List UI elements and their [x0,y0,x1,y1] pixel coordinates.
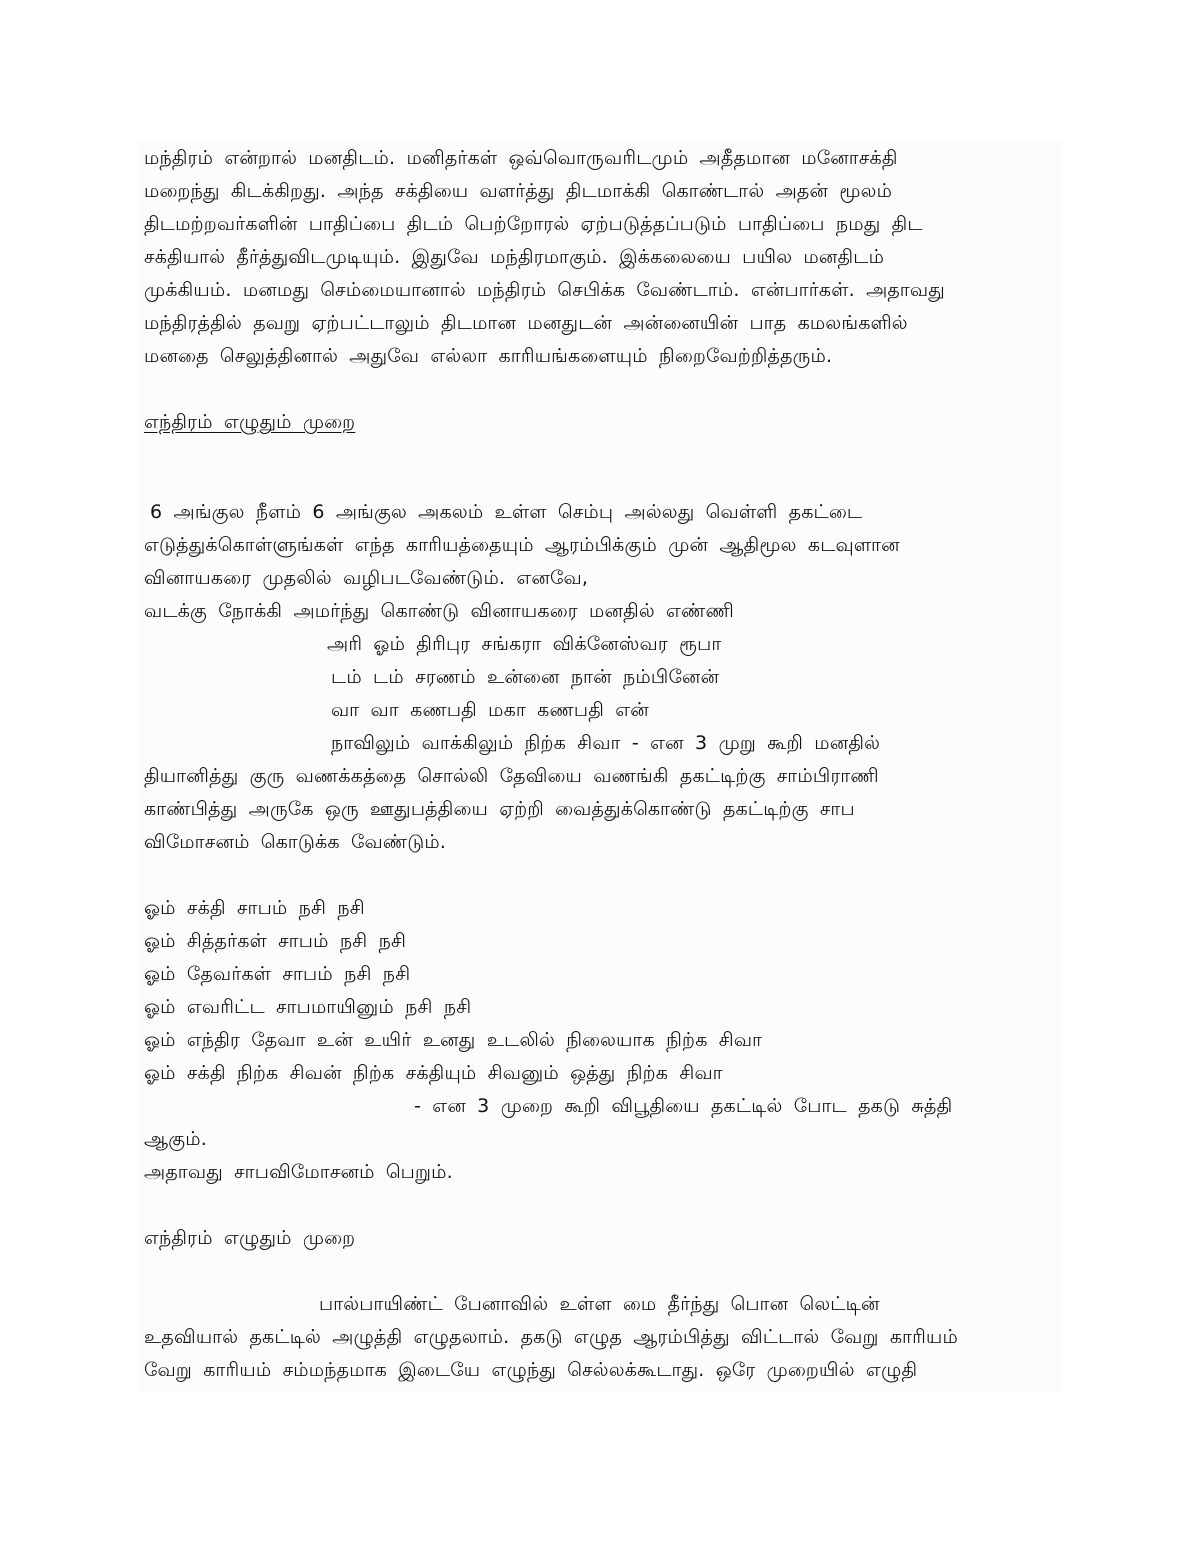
text-line: எடுத்துக்கொள்ளுங்கள் எந்த காரியத்தையும் ஆரம்பிக்கும் முன் ஆதிமூல கடவுளான [144,534,900,556]
invocation-line: நாவிலும் வாக்கிலும் நிற்க சிவா - என 3 முறு கூறி மனதில் [331,732,881,754]
text-line: காண்பித்து அருகே ஒரு ஊதுபத்தியை ஏற்றி வைத்துக்கொண்டு தகட்டிற்கு சாப [144,798,855,820]
text-line: வேறு காரியம் சம்மந்தமாக இடையே எழுந்து செல்லக்கூடாது. ஒரே முறையில் எழுதி [144,1359,918,1381]
chant-line: ஓம் சக்தி சாபம் நசி நசி [144,897,365,919]
section-heading: எந்திரம் எழுதும் முறை [144,1227,356,1249]
text-line: பால்பாயிண்ட் பேனாவில் உள்ள மை தீர்ந்து பொன லெட்டின் [319,1293,880,1315]
text-line: உதவியால் தகட்டில் அழுத்தி எழுதலாம். தகடு எழுத ஆரம்பித்து விட்டால் வேறு காரியம் [144,1326,958,1348]
text-line: - என 3 முறை கூறி விபூதியை தகட்டில் போட தகடு சுத்தி [414,1095,953,1117]
text-line: மந்திரத்தில் தவறு ஏற்பட்டாலும் திடமான மனதுடன் அன்னையின் பாத கமலங்களில் [144,312,908,334]
text-line: 6 அங்குல நீளம் 6 அங்குல அகலம் உள்ள செம்பு அல்லது வெள்ளி தகட்டை [150,501,863,523]
text-line: மனதை செலுத்தினால் அதுவே எல்லா காரியங்களையும் நிறைவேற்றித்தரும். [144,345,833,367]
plate-paragraph [144,496,1056,595]
chant-line: ஓம் சக்தி நிற்க சிவன் நிற்க சக்தியும் சிவனும் ஒத்து நிற்க சிவா [144,1062,723,1084]
pen-paragraph [144,1288,1056,1387]
invocation-line: வா வா கணபதி மகா கணபதி என் [331,699,649,721]
text-line: மறைந்து கிடக்கிறது. அந்த சக்தியை வளர்த்து திடமாக்கி கொண்டால் அதன் மூலம் [144,180,893,202]
text-line: மந்திரம் என்றால் மனதிடம். மனிதர்கள் ஒவ்வொருவரிடமும் அதீதமான மனோசக்தி [144,147,898,169]
text-line: முக்கியம். மனமது செம்மையானால் மந்திரம் செபிக்க வேண்டாம். என்பார்கள். அதாவது [144,279,945,301]
text-line: ஆகும். [144,1128,207,1150]
invocation-line: டம் டம் சரணம் உன்னை நான் நம்பினேன் [331,666,720,688]
invocation-line: அரி ஓம் திரிபுர சங்கரா விக்னேஸ்வர ரூபா [327,633,722,655]
chant-ending [144,1090,1056,1189]
paragraph-gap [144,859,1056,892]
text-line: தியானித்து குரு வணக்கத்தை சொல்லி தேவியை வணங்கி தகட்டிற்கு சாம்பிராணி [144,765,879,787]
paragraph-gap [144,439,1056,472]
section-heading: எந்திரம் எழுதும் முறை [144,411,356,433]
chant-line: ஓம் எந்திர தேவா உன் உயிர் உனது உடலில் நிலையாக நிற்க சிவா [144,1029,763,1051]
text-line: திடமற்றவர்களின் பாதிப்பை திடம் பெற்றோரல் ஏற்படுத்தப்படும் பாதிப்பை நமது திட [144,213,923,235]
chant-line: ஓம் எவரிட்ட சாபமாயினும் நசி நசி [144,996,472,1018]
paragraph-gap [144,1255,1056,1288]
text-line: விமோசனம் கொடுக்க வேண்டும். [144,831,447,853]
paragraph-gap [144,373,1056,406]
text-line: அதாவது சாபவிமோசனம் பெறும். [144,1161,453,1183]
document-body [144,142,1056,1387]
meditation-paragraph [144,760,1056,859]
intro-paragraph [144,142,1056,373]
invocation-block [144,628,1056,760]
paragraph-gap [144,472,1056,496]
chant-line: ஓம் சித்தர்கள் சாபம் நசி நசி [144,930,407,952]
chant-line: ஓம் தேவர்கள் சாபம் நசி நசி [144,963,411,985]
text-line: வினாயகரை முதலில் வழிபடவேண்டும். எனவே, [144,567,589,589]
facing-instruction: வடக்கு நோக்கி அமர்ந்து கொண்டு வினாயகரை மனதில் எண்ணி [144,600,734,622]
text-line: சக்தியால் தீர்த்துவிடமுடியும். இதுவே மந்திரமாகும். இக்கலையை பயில மனதிடம் [144,246,885,268]
release-chants [144,892,1056,1090]
paragraph-gap [144,1189,1056,1222]
